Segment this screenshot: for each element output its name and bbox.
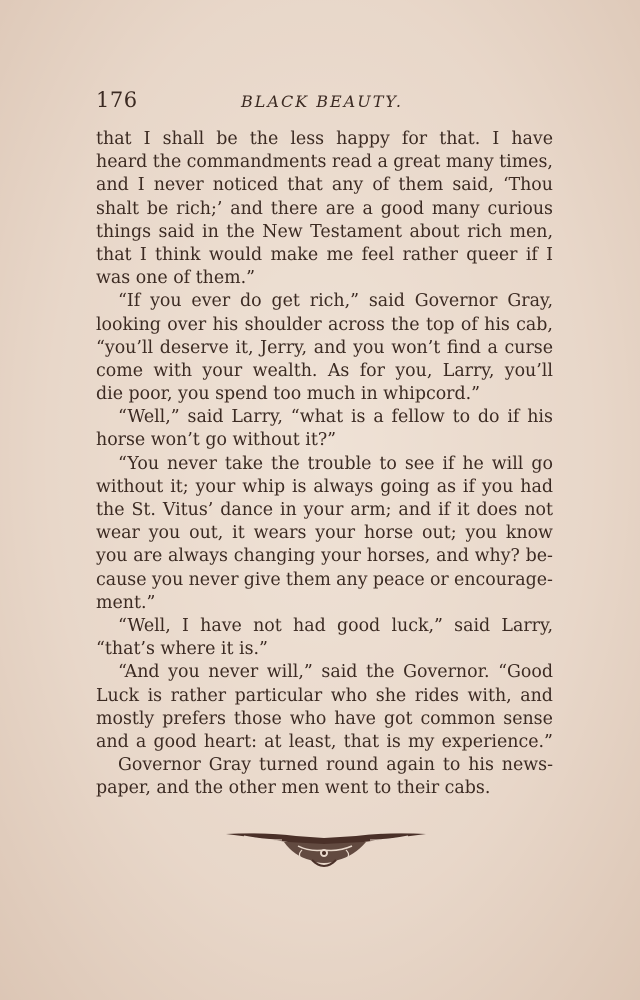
text-line [96, 592, 553, 615]
text-line-content: paper, and the other men went to their cabs. [96, 778, 491, 799]
text-line: wear you out, it wears your horse out; you know [96, 523, 553, 544]
text-line: looking over his shoulder across the top of his cab, [96, 314, 553, 335]
text-line [96, 429, 553, 452]
text-line: cause you never give them any peace or encourage- [96, 569, 553, 590]
page-header [96, 88, 553, 122]
running-title: BLACK BEAUTY. [241, 92, 403, 111]
text-line: and a good heart: at least, that is my experience.” [96, 731, 553, 752]
text-line: and I never noticed that any of them said, ‘Thou [96, 175, 553, 196]
text-line: without it; your whip is always going as if you had [96, 476, 553, 497]
text-line: heard the commandments read a great many times, [96, 152, 553, 173]
text-line-content: “that’s where it is.” [96, 639, 268, 660]
text-line: that I shall be the less happy for that. I have [96, 129, 553, 149]
text-line: Governor Gray turned round again to his news- [118, 755, 553, 776]
text-line: things said in the New Testament about rich men, [96, 221, 553, 242]
text-line-content: ment.” [96, 592, 156, 613]
text-line: “Well,” said Larry, “what is a fellow to do if his [118, 407, 553, 428]
text-line: “Well, I have not had good luck,” said Larry, [118, 615, 553, 636]
text-line: “If you ever do get rich,” said Governor Gray, [118, 291, 553, 312]
text-line [96, 638, 553, 661]
text-line: come with your wealth. As for you, Larry, you’ll [96, 360, 553, 381]
text-line: that I think would make me feel rather queer if I [96, 244, 553, 265]
body-text [96, 128, 553, 800]
text-line [96, 777, 553, 800]
text-line: mostly prefers those who have got common sense [96, 708, 553, 729]
text-line: you are always changing your horses, and why? be- [96, 546, 553, 567]
floral-tailpiece-icon [224, 826, 428, 872]
text-line: “you’ll deserve it, Jerry, and you won’t find a curse [96, 337, 553, 358]
text-line-content: was one of them.” [96, 268, 256, 289]
text-line [96, 267, 553, 290]
text-line-content: die poor, you spend too much in whipcord.” [96, 384, 481, 405]
text-line-content: horse won’t go without it?” [96, 430, 337, 451]
text-line: shalt be rich;’ and there are a good many curious [96, 198, 553, 219]
text-line: “You never take the trouble to see if he will go [118, 453, 553, 474]
text-line: Luck is rather particular who she rides with, and [96, 685, 553, 706]
text-line [96, 383, 553, 406]
text-line: the St. Vitus’ dance in your arm; and if it does not [96, 500, 553, 520]
page-number: 176 [96, 88, 138, 112]
text-line: “And you never will,” said the Governor. “Good [118, 662, 553, 683]
